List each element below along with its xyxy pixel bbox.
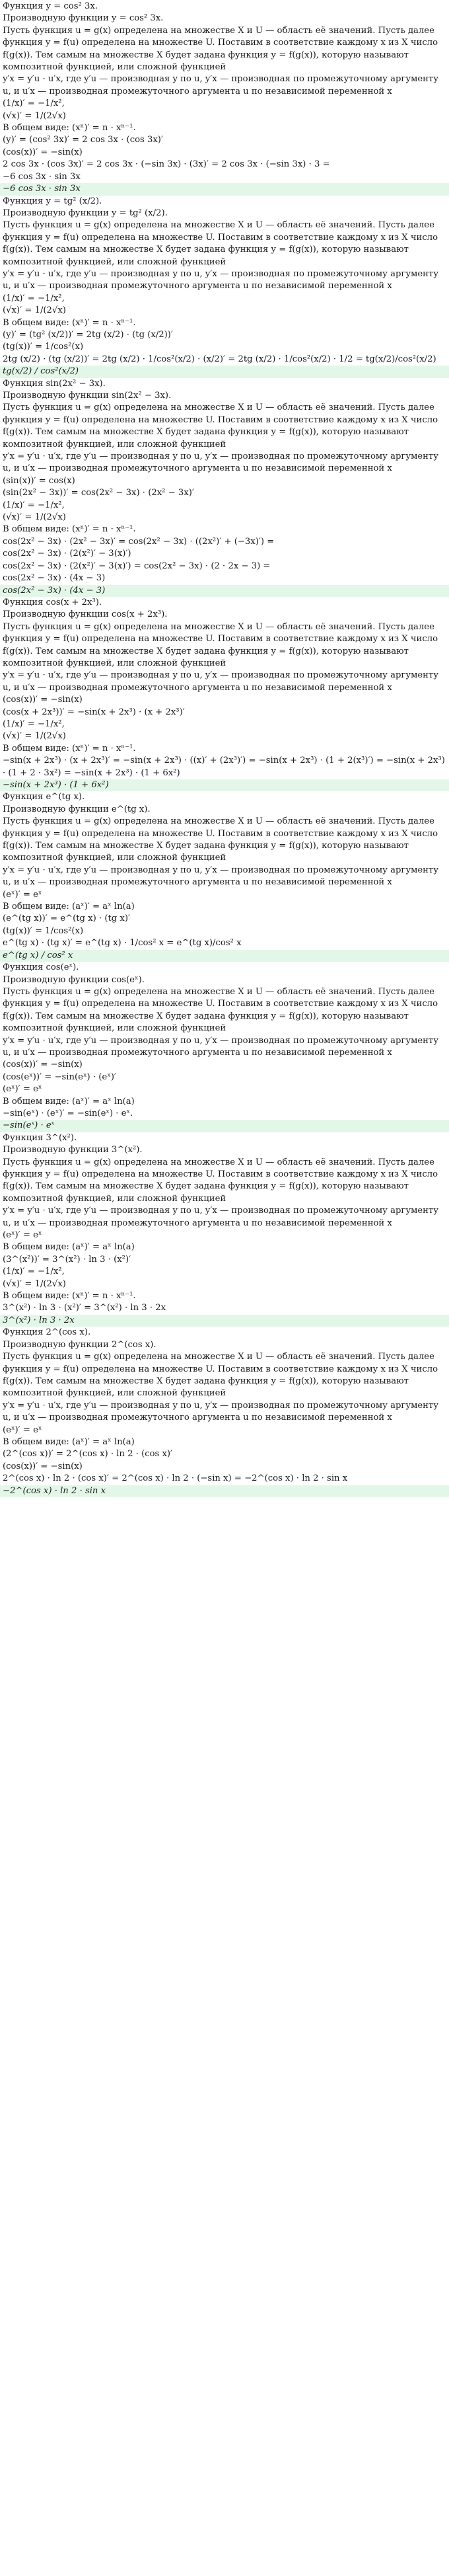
solution-line: −sin(x + 2x³) · (x + 2x³)′ = −sin(x + 2x³) · ((x)′ + (2x³)′) = −sin(x + 2x³) · (1 + 2(x³)′) = −sin(x + 2x³) · (1 + 2 · 3x²) = −sin(x + 2x³) · (1 + 6x²) (3, 756, 445, 778)
answer-highlight: e^(tg x) / cos² x (0, 950, 449, 962)
solution-line: Пусть функция u = g(x) определена на множестве X и U — область её значений. Пусть далее функция y = f(u) определена на множестве U. Поставим в соответствие каждому x из X число f(g(x)). Тем самым на множестве X будет задана функция y = f(g(x)), которую называют композитной функцией, или сложной функцией (3, 25, 438, 73)
solution-line: cos(2x² − 3x) · (4x − 3) (3, 573, 106, 584)
solution-line: −6 cos 3x · sin 3x (3, 171, 81, 182)
solution-line: (1/x)′ = −1/x², (3, 500, 65, 510)
solution-line: В общем виде: (xⁿ)′ = n · xⁿ⁻¹. (3, 743, 136, 754)
solution-line: Пусть функция u = g(x) определена на множестве X и U — область её значений. Пусть далее функция y = f(u) определена на множестве U. Поставим в соответствие каждому x из X число f(g(x)). Тем самым на множестве X будет задана функция y = f(g(x)), которую называют композитной функцией, или сложной функцией (3, 1352, 438, 1399)
section-title: Функция y = tg² (x/2). (3, 196, 102, 206)
solution-line: e^(tg x) · (tg x)′ = e^(tg x) · 1/cos² x = e^(tg x)/cos² x (3, 938, 242, 949)
solution-line: (sin(2x² − 3x))′ = cos(2x² − 3x) · (2x² − 3x)′ (3, 488, 194, 498)
solution-line: Производную функции e^(tg x). (3, 804, 151, 814)
solution-line: Производную функции sin(2x² − 3x). (3, 391, 172, 401)
section-title: Функция 2^(cos x). (3, 1327, 91, 1338)
derivative-section (3, 962, 446, 1132)
answer-highlight: −6 cos 3x · sin 3x (0, 183, 449, 195)
solution-line: В общем виде: (aˣ)′ = aˣ ln(a) (3, 1096, 135, 1107)
solution-line: Производную функции 3^(x²). (3, 1145, 143, 1155)
solution-line: (tg(x))′ = 1/cos²(x) (3, 342, 84, 352)
solution-line: y′x = y′u · u′x, где y′u — производная y по u, y′x — производная по промежуточному аргументу u, и u′x — производная промежуточного аргумента u по независимой переменной x (3, 74, 438, 97)
answer-highlight: −sin(x + 2x³) · (1 + 6x²) (0, 779, 449, 791)
derivative-section (3, 1132, 446, 1327)
solution-line: Производную функции cos(x + 2x³). (3, 609, 168, 620)
solution-line: (1/x)′ = −1/x², (3, 293, 65, 303)
solution-line: (eˣ)′ = eˣ (3, 1230, 42, 1241)
solution-line: Пусть функция u = g(x) определена на множестве X и U — область её значений. Пусть далее функция y = f(u) определена на множестве U. Поставим в соответствие каждому x из X число f(g(x)). Тем самым на множестве X будет задана функция y = f(g(x)), которую называют композитной функцией, или сложной функцией (3, 621, 438, 668)
solution-line: (cos(x))′ = −sin(x) (3, 1060, 83, 1070)
answer-highlight: −2^(cos x) · ln 2 · sin x (0, 1485, 449, 1497)
section-title: Функция 3^(x²). (3, 1132, 77, 1143)
solution-line: 2^(cos x) · ln 2 · (cos x)′ = 2^(cos x) · ln 2 · (−sin x) = −2^(cos x) · ln 2 · sin x (3, 1473, 348, 1484)
solution-line: cos(2x² − 3x) · (2x² − 3x)′ = cos(2x² − 3x) · ((2x²)′ + (−3x)′) = (3, 536, 275, 547)
solution-line: (sin(x))′ = cos(x) (3, 475, 75, 486)
solution-line: Производную функции 2^(cos x). (3, 1339, 156, 1350)
solution-line: (eˣ)′ = eˣ (3, 889, 42, 900)
derivative-section (3, 791, 446, 962)
section-title: Функция sin(2x² − 3x). (3, 378, 106, 389)
derivative-section (3, 196, 446, 378)
solution-line: (√x)′ = 1/(2√x) (3, 305, 66, 316)
solution-line: (√x)′ = 1/(2√x) (3, 731, 66, 742)
answer-highlight: tg(x/2) / cos²(x/2) (0, 366, 449, 377)
solution-line: (cos(eˣ))′ = −sin(eˣ) · (eˣ)′ (3, 1072, 116, 1082)
solution-line: y′x = y′u · u′x, где y′u — производная y по u, y′x — производная по промежуточному аргументу u, и u′x — производная промежуточного аргумента u по независимой переменной x (3, 451, 438, 474)
solution-line: (cos(x))′ = −sin(x) (3, 695, 83, 705)
solution-line: В общем виде: (aˣ)′ = aˣ ln(a) (3, 1436, 135, 1447)
solution-line: (eˣ)′ = eˣ (3, 1425, 42, 1435)
solution-line: Пусть функция u = g(x) определена на множестве X и U — область её значений. Пусть далее функция y = f(u) определена на множестве U. Поставим в соответствие каждому x из X число f(g(x)). Тем самым на множестве X будет задана функция y = f(g(x)), которую называют композитной функцией, или сложной функцией (3, 1157, 438, 1204)
solution-line: (y)′ = (tg² (x/2))′ = 2tg (x/2) · (tg (x/2))′ (3, 329, 173, 340)
derivative-section (3, 1327, 446, 1497)
solution-line: 3^(x²) · ln 3 · (x²)′ = 3^(x²) · ln 3 · 2x (3, 1303, 166, 1313)
solution-line: (cos(x))′ = −sin(x) (3, 147, 83, 157)
derivative-section (3, 1, 446, 196)
solution-line: Пусть функция u = g(x) определена на множестве X и U — область её значений. Пусть далее функция y = f(u) определена на множестве U. Поставим в соответствие каждому x из X число f(g(x)). Тем самым на множестве X будет задана функция y = f(g(x)), которую называют композитной функцией, или сложной функцией (3, 816, 438, 863)
solution-line: В общем виде: (xⁿ)′ = n · xⁿ⁻¹. (3, 1291, 136, 1302)
solution-line: y′x = y′u · u′x, где y′u — производная y по u, y′x — производная по промежуточному аргументу u, и u′x — производная промежуточного аргумента u по независимой переменной x (3, 268, 438, 292)
solution-line: (√x)′ = 1/(2√x) (3, 110, 66, 121)
solution-line: (2^(cos x))′ = 2^(cos x) · ln 2 · (cos x)′ (3, 1449, 173, 1460)
solution-line: y′x = y′u · u′x, где y′u — производная y по u, y′x — производная по промежуточному аргументу u, и u′x — производная промежуточного аргумента u по независимой переменной x (3, 1400, 438, 1423)
solution-line: В общем виде: (xⁿ)′ = n · xⁿ⁻¹. (3, 317, 136, 328)
solution-line: (1/x)′ = −1/x², (3, 98, 65, 109)
solution-line: y′x = y′u · u′x, где y′u — производная y по u, y′x — производная по промежуточному аргументу u, и u′x — производная промежуточного аргумента u по независимой переменной x (3, 1206, 438, 1228)
answer-highlight: cos(2x² − 3x) · (4x − 3) (0, 585, 449, 597)
solution-line: cos(2x² − 3x) · (2(x²)′ − 3(x)′) = cos(2x² − 3x) · (2 · 2x − 3) = (3, 561, 271, 571)
section-title: Функция y = cos² 3x. (3, 1, 98, 11)
solution-line: Производную функции cos(eˣ). (3, 974, 145, 985)
solution-line: Производную функции y = cos² 3x. (3, 13, 164, 24)
section-title: Функция e^(tg x). (3, 792, 85, 802)
solution-line: Пусть функция u = g(x) определена на множестве X и U — область её значений. Пусть далее функция y = f(u) определена на множестве U. Поставим в соответствие каждому x из X число f(g(x)). Тем самым на множестве X будет задана функция y = f(g(x)), которую называют композитной функцией, или сложной функцией (3, 220, 438, 267)
answer-highlight: 3^(x²) · ln 3 · 2x (0, 1315, 449, 1327)
derivative-section (3, 378, 446, 597)
solution-line: Пусть функция u = g(x) определена на множестве X и U — область её значений. Пусть далее функция y = f(u) определена на множестве U. Поставим в соответствие каждому x из X число f(g(x)). Тем самым на множестве X будет задана функция y = f(g(x)), которую называют композитной функцией, или сложной функцией (3, 986, 438, 1034)
section-title: Функция cos(x + 2x³). (3, 597, 102, 607)
solution-line: (√x)′ = 1/(2√x) (3, 1278, 66, 1289)
solution-line: y′x = y′u · u′x, где y′u — производная y по u, y′x — производная по промежуточному аргументу u, и u′x — производная промежуточного аргумента u по независимой переменной x (3, 865, 438, 888)
solution-line: (eˣ)′ = eˣ (3, 1084, 42, 1095)
solution-line: 2 cos 3x · (cos 3x)′ = 2 cos 3x · (−sin 3x) · (3x)′ = 2 cos 3x · (−sin 3x) · 3 = (3, 159, 330, 170)
solution-line: cos(2x² − 3x) · (2(x²)′ − 3(x)′) (3, 549, 131, 559)
solution-line: Пусть функция u = g(x) определена на множестве X и U — область её значений. Пусть далее функция y = f(u) определена на множестве U. Поставим в соответствие каждому x из X число f(g(x)). Тем самым на множестве X будет задана функция y = f(g(x)), которую называют композитной функцией, или сложной функцией (3, 403, 438, 449)
solution-line: (√x)′ = 1/(2√x) (3, 512, 66, 523)
answer-highlight: −sin(eˣ) · eˣ (0, 1120, 449, 1132)
derivative-section (3, 597, 446, 792)
solution-line: (cos(x))′ = −sin(x) (3, 1461, 83, 1471)
solution-line: (1/x)′ = −1/x², (3, 719, 65, 729)
solution-line: В общем виде: (aˣ)′ = aˣ ln(a) (3, 902, 135, 912)
solution-line: (tg(x))′ = 1/cos²(x) (3, 925, 84, 936)
solution-line: В общем виде: (xⁿ)′ = n · xⁿ⁻¹. (3, 123, 136, 134)
solution-line: (y)′ = (cos² 3x)′ = 2 cos 3x · (cos 3x)′ (3, 135, 163, 145)
solution-line: (cos(x + 2x³))′ = −sin(x + 2x³) · (x + 2x³)′ (3, 707, 185, 717)
solution-line: (1/x)′ = −1/x², (3, 1267, 65, 1277)
solution-line: y′x = y′u · u′x, где y′u — производная y по u, y′x — производная по промежуточному аргументу u, и u′x — производная промежуточного аргумента u по независимой переменной x (3, 670, 438, 693)
solution-line: (e^(tg x))′ = e^(tg x) · (tg x)′ (3, 914, 130, 924)
section-title: Функция cos(eˣ). (3, 962, 79, 973)
solution-line: В общем виде: (xⁿ)′ = n · xⁿ⁻¹. (3, 524, 136, 535)
solution-line: −sin(eˣ) · (eˣ)′ = −sin(eˣ) · eˣ. (3, 1108, 133, 1118)
solution-line: y′x = y′u · u′x, где y′u — производная y по u, y′x — производная по промежуточному аргументу u, и u′x — производная промежуточного аргумента u по независимой переменной x (3, 1035, 438, 1058)
solution-line: В общем виде: (aˣ)′ = aˣ ln(a) (3, 1242, 135, 1253)
solution-line: Производную функции y = tg² (x/2). (3, 208, 168, 218)
solution-line: (3^(x²))′ = 3^(x²) · ln 3 · (x²)′ (3, 1254, 131, 1265)
solution-line: 2tg (x/2) · (tg (x/2))′ = 2tg (x/2) · 1/cos²(x/2) · (x/2)′ = 2tg (x/2) · 1/cos²(x/2) · 1/2 = tg(x/2)/cos²(x/2) (3, 354, 436, 364)
